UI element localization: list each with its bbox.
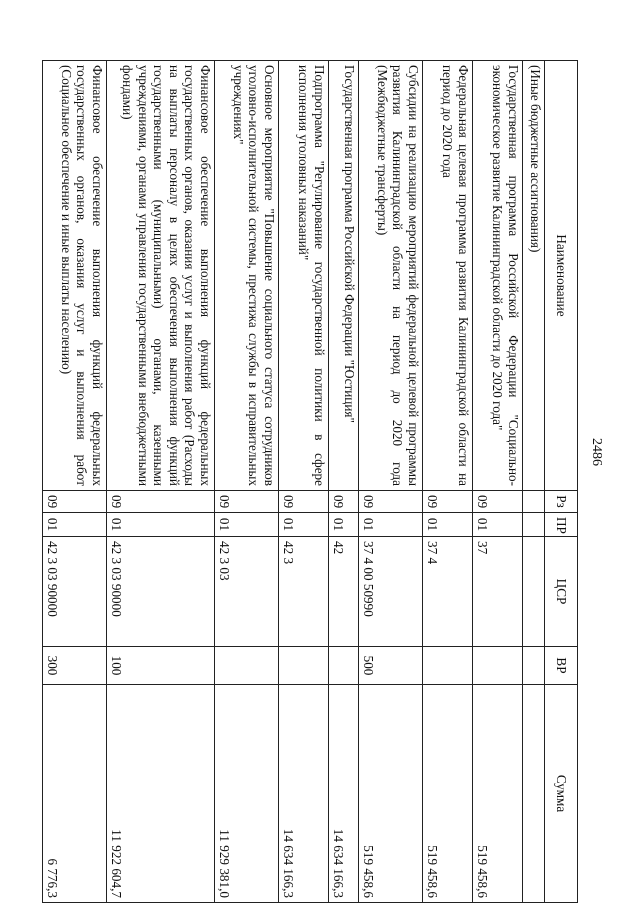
cell-sum xyxy=(523,685,545,903)
cell-vr: 100 xyxy=(107,647,215,685)
cell-sum: 14 634 166,3 xyxy=(279,685,329,903)
header-rz: Рз xyxy=(545,491,578,513)
cell-vr xyxy=(279,647,329,685)
cell-sum: 519 458,6 xyxy=(359,685,423,903)
cell-vr xyxy=(423,647,473,685)
cell-csr: 37 4 xyxy=(423,537,473,647)
header-name: Наименование xyxy=(545,61,578,491)
header-sum: Сумма xyxy=(545,685,578,903)
cell-name: Федеральная целевая программа развития Калининградской области на период до 2020 года xyxy=(423,61,473,491)
cell-name: Основное мероприятие "Повышение социального статуса сотрудников уголовно-исполнительной системы, престижа службы в исправительных учреждениях" xyxy=(215,61,279,491)
cell-pr: 01 xyxy=(329,513,359,537)
cell-csr: 42 3 03 90000 xyxy=(107,537,215,647)
cell-rz: 09 xyxy=(329,491,359,513)
cell-sum: 11 922 604,7 xyxy=(107,685,215,903)
header-csr: ЦСР xyxy=(545,537,578,647)
cell-csr: 42 3 03 xyxy=(215,537,279,647)
header-pr: ПР xyxy=(545,513,578,537)
cell-rz: 09 xyxy=(107,491,215,513)
cell-name: Финансовое обеспечение выполнения функций федеральных государственных органов, оказания услуг и выполнения работ (Социальное обеспечение и иные выплаты населению) xyxy=(43,61,107,491)
table-row xyxy=(215,61,279,903)
cell-sum: 519 458,6 xyxy=(473,685,523,903)
cell-pr: 01 xyxy=(473,513,523,537)
table-row xyxy=(107,61,215,903)
cell-csr: 37 4 00 50990 xyxy=(359,537,423,647)
cell-name: Финансовое обеспечение выполнения функций федеральных государственных органов, оказания услуг и выполнения работ (Расходы на выплаты персоналу в целях обеспечения выполнения функций государственными (муниципальными) органами, казенными учреждениями, органами управления государственными внебюджетными фондами) xyxy=(107,61,215,491)
cell-sum: 14 634 166,3 xyxy=(329,685,359,903)
cell-rz: 09 xyxy=(215,491,279,513)
rotated-table-page xyxy=(44,60,578,902)
header-vr: ВР xyxy=(545,647,578,685)
cell-pr xyxy=(523,513,545,537)
cell-vr xyxy=(215,647,279,685)
cell-name: Подпрограмма "Регулирование государственной политики в сфере исполнения уголовных наказаний" xyxy=(279,61,329,491)
cell-rz: 09 xyxy=(473,491,523,513)
page-number: 2486 xyxy=(589,438,604,466)
cell-csr: 42 3 xyxy=(279,537,329,647)
table-row xyxy=(43,61,107,903)
cell-name: Государственная программа Российской Федерации "Юстиция" xyxy=(329,61,359,491)
table-row xyxy=(359,61,423,903)
table-row xyxy=(523,61,545,903)
cell-vr: 500 xyxy=(359,647,423,685)
cell-vr xyxy=(473,647,523,685)
cell-rz: 09 xyxy=(43,491,107,513)
table-header-row xyxy=(545,61,578,903)
table-row xyxy=(329,61,359,903)
table-row xyxy=(473,61,523,903)
table-row xyxy=(279,61,329,903)
cell-sum: 519 458,6 xyxy=(423,685,473,903)
cell-pr: 01 xyxy=(43,513,107,537)
cell-name: (Иные бюджетные ассигнования) xyxy=(523,61,545,491)
cell-pr: 01 xyxy=(215,513,279,537)
budget-table xyxy=(42,60,578,903)
cell-vr xyxy=(329,647,359,685)
cell-pr: 01 xyxy=(107,513,215,537)
cell-csr: 42 xyxy=(329,537,359,647)
cell-csr: 42 3 03 90000 xyxy=(43,537,107,647)
cell-sum: 6 776,3 xyxy=(43,685,107,903)
cell-vr: 300 xyxy=(43,647,107,685)
cell-name: Государственная программа Российской Федерации "Социально-экономическое развитие Калининградской области до 2020 года" xyxy=(473,61,523,491)
cell-rz: 09 xyxy=(423,491,473,513)
cell-pr: 01 xyxy=(359,513,423,537)
cell-name: Субсидии на реализацию мероприятий федеральной целевой программы развития Калининградской области на период до 2020 года (Межбюджетные трансферты) xyxy=(359,61,423,491)
cell-sum: 11 929 381,0 xyxy=(215,685,279,903)
cell-vr xyxy=(523,647,545,685)
cell-pr: 01 xyxy=(279,513,329,537)
cell-pr: 01 xyxy=(423,513,473,537)
table-row xyxy=(423,61,473,903)
cell-rz xyxy=(523,491,545,513)
cell-csr xyxy=(523,537,545,647)
cell-csr: 37 xyxy=(473,537,523,647)
cell-rz: 09 xyxy=(359,491,423,513)
cell-rz: 09 xyxy=(279,491,329,513)
